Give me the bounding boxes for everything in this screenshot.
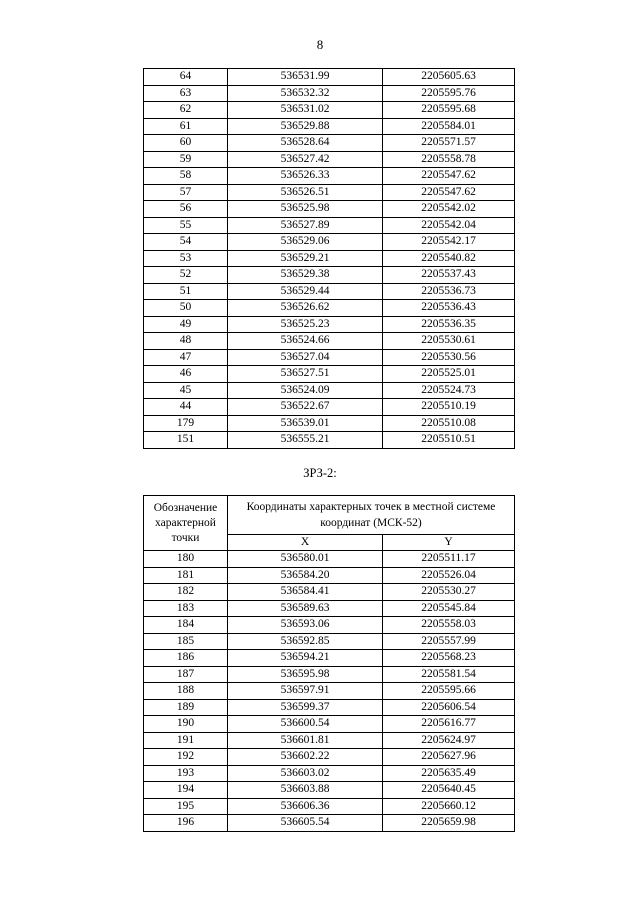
point-id-cell: 188 xyxy=(144,683,228,700)
y-coordinate-cell: 2205581.54 xyxy=(383,666,515,683)
x-coordinate-cell: 536601.81 xyxy=(228,732,383,749)
table-row xyxy=(144,316,515,333)
y-coordinate-cell: 2205660.12 xyxy=(383,798,515,815)
coordinates-table-header xyxy=(144,496,515,551)
y-coordinate-cell: 2205511.17 xyxy=(383,551,515,568)
x-coordinate-cell: 536524.09 xyxy=(228,382,383,399)
point-id-cell: 44 xyxy=(144,399,228,416)
x-coordinate-cell: 536605.54 xyxy=(228,815,383,832)
table-row xyxy=(144,217,515,234)
y-coordinate-cell: 2205659.98 xyxy=(383,815,515,832)
y-coordinate-cell: 2205606.54 xyxy=(383,699,515,716)
coordinates-table-zrz-2-body xyxy=(144,551,515,832)
x-coordinate-cell: 536529.88 xyxy=(228,118,383,135)
x-coordinate-cell: 536602.22 xyxy=(228,749,383,766)
table-row xyxy=(144,815,515,832)
point-id-cell: 187 xyxy=(144,666,228,683)
point-id-cell: 191 xyxy=(144,732,228,749)
y-coordinate-cell: 2205530.61 xyxy=(383,333,515,350)
table-row xyxy=(144,716,515,733)
table-row xyxy=(144,300,515,317)
y-coordinate-cell: 2205595.76 xyxy=(383,85,515,102)
table-row xyxy=(144,168,515,185)
x-coordinate-cell: 536592.85 xyxy=(228,633,383,650)
table-row xyxy=(144,118,515,135)
point-id-cell: 50 xyxy=(144,300,228,317)
x-coordinate-cell: 536603.02 xyxy=(228,765,383,782)
header-coordinates-system: Координаты характерных точек в местной системе координат (МСК-52) xyxy=(228,496,515,535)
y-coordinate-cell: 2205542.17 xyxy=(383,234,515,251)
x-coordinate-cell: 536526.51 xyxy=(228,184,383,201)
y-coordinate-cell: 2205557.99 xyxy=(383,633,515,650)
point-id-cell: 183 xyxy=(144,600,228,617)
table-row xyxy=(144,666,515,683)
point-id-cell: 184 xyxy=(144,617,228,634)
point-id-cell: 60 xyxy=(144,135,228,152)
x-coordinate-cell: 536594.21 xyxy=(228,650,383,667)
y-coordinate-cell: 2205510.08 xyxy=(383,415,515,432)
y-coordinate-cell: 2205525.01 xyxy=(383,366,515,383)
x-coordinate-cell: 536527.04 xyxy=(228,349,383,366)
point-id-cell: 192 xyxy=(144,749,228,766)
table-row xyxy=(144,234,515,251)
point-id-cell: 58 xyxy=(144,168,228,185)
x-coordinate-cell: 536527.89 xyxy=(228,217,383,234)
point-id-cell: 54 xyxy=(144,234,228,251)
point-id-cell: 55 xyxy=(144,217,228,234)
table-row xyxy=(144,85,515,102)
y-coordinate-cell: 2205524.73 xyxy=(383,382,515,399)
x-coordinate-cell: 536529.44 xyxy=(228,283,383,300)
y-coordinate-cell: 2205510.51 xyxy=(383,432,515,449)
table-row xyxy=(144,333,515,350)
point-id-cell: 47 xyxy=(144,349,228,366)
coordinates-table-continued-body xyxy=(144,69,515,449)
table-row xyxy=(144,633,515,650)
table-row xyxy=(144,382,515,399)
page-number: 8 xyxy=(316,37,324,52)
x-coordinate-cell: 536589.63 xyxy=(228,600,383,617)
point-id-cell: 181 xyxy=(144,567,228,584)
table-row xyxy=(144,267,515,284)
x-coordinate-cell: 536595.98 xyxy=(228,666,383,683)
x-coordinate-cell: 536527.51 xyxy=(228,366,383,383)
point-id-cell: 189 xyxy=(144,699,228,716)
point-id-cell: 182 xyxy=(144,584,228,601)
table-row xyxy=(144,283,515,300)
y-coordinate-cell: 2205540.82 xyxy=(383,250,515,267)
y-coordinate-cell: 2205605.63 xyxy=(383,69,515,86)
table-row xyxy=(144,415,515,432)
y-coordinate-cell: 2205558.78 xyxy=(383,151,515,168)
y-coordinate-cell: 2205536.43 xyxy=(383,300,515,317)
point-id-cell: 194 xyxy=(144,782,228,799)
table-row xyxy=(144,250,515,267)
x-coordinate-cell: 536603.88 xyxy=(228,782,383,799)
y-coordinate-cell: 2205510.19 xyxy=(383,399,515,416)
table-row xyxy=(144,782,515,799)
point-id-cell: 193 xyxy=(144,765,228,782)
table-row xyxy=(144,683,515,700)
y-coordinate-cell: 2205542.02 xyxy=(383,201,515,218)
table-row xyxy=(144,551,515,568)
header-x: X xyxy=(228,535,383,551)
x-coordinate-cell: 536593.06 xyxy=(228,617,383,634)
coordinates-table-continued xyxy=(143,68,515,449)
point-id-cell: 63 xyxy=(144,85,228,102)
table-row xyxy=(144,102,515,119)
table-row xyxy=(144,366,515,383)
table-row xyxy=(144,765,515,782)
x-coordinate-cell: 536528.64 xyxy=(228,135,383,152)
table-row xyxy=(144,749,515,766)
x-coordinate-cell: 536584.20 xyxy=(228,567,383,584)
x-coordinate-cell: 536600.54 xyxy=(228,716,383,733)
point-id-cell: 179 xyxy=(144,415,228,432)
table-row xyxy=(144,349,515,366)
point-id-cell: 62 xyxy=(144,102,228,119)
table-row xyxy=(144,184,515,201)
x-coordinate-cell: 536522.67 xyxy=(228,399,383,416)
x-coordinate-cell: 536526.62 xyxy=(228,300,383,317)
y-coordinate-cell: 2205640.45 xyxy=(383,782,515,799)
point-id-cell: 151 xyxy=(144,432,228,449)
point-id-cell: 56 xyxy=(144,201,228,218)
y-coordinate-cell: 2205536.73 xyxy=(383,283,515,300)
y-coordinate-cell: 2205616.77 xyxy=(383,716,515,733)
point-id-cell: 196 xyxy=(144,815,228,832)
x-coordinate-cell: 536525.98 xyxy=(228,201,383,218)
table-row xyxy=(144,650,515,667)
x-coordinate-cell: 536531.99 xyxy=(228,69,383,86)
x-coordinate-cell: 536597.91 xyxy=(228,683,383,700)
x-coordinate-cell: 536524.66 xyxy=(228,333,383,350)
point-id-cell: 180 xyxy=(144,551,228,568)
table-row xyxy=(144,732,515,749)
table-row xyxy=(144,567,515,584)
x-coordinate-cell: 536531.02 xyxy=(228,102,383,119)
y-coordinate-cell: 2205547.62 xyxy=(383,168,515,185)
table-row xyxy=(144,699,515,716)
table-row xyxy=(144,617,515,634)
x-coordinate-cell: 536529.06 xyxy=(228,234,383,251)
y-coordinate-cell: 2205530.56 xyxy=(383,349,515,366)
x-coordinate-cell: 536532.32 xyxy=(228,85,383,102)
point-id-cell: 48 xyxy=(144,333,228,350)
y-coordinate-cell: 2205635.49 xyxy=(383,765,515,782)
header-point-designation: Обозначение характерной точки xyxy=(144,496,228,551)
coordinates-table-zrz-2 xyxy=(143,495,515,832)
table-row xyxy=(144,432,515,449)
x-coordinate-cell: 536526.33 xyxy=(228,168,383,185)
y-coordinate-cell: 2205627.96 xyxy=(383,749,515,766)
y-coordinate-cell: 2205595.68 xyxy=(383,102,515,119)
y-coordinate-cell: 2205536.35 xyxy=(383,316,515,333)
x-coordinate-cell: 536584.41 xyxy=(228,584,383,601)
y-coordinate-cell: 2205624.97 xyxy=(383,732,515,749)
point-id-cell: 186 xyxy=(144,650,228,667)
table-row xyxy=(144,135,515,152)
y-coordinate-cell: 2205545.84 xyxy=(383,600,515,617)
header-y: Y xyxy=(383,535,515,551)
x-coordinate-cell: 536529.38 xyxy=(228,267,383,284)
point-id-cell: 185 xyxy=(144,633,228,650)
point-id-cell: 45 xyxy=(144,382,228,399)
x-coordinate-cell: 536525.23 xyxy=(228,316,383,333)
table-row xyxy=(144,584,515,601)
y-coordinate-cell: 2205530.27 xyxy=(383,584,515,601)
point-id-cell: 57 xyxy=(144,184,228,201)
point-id-cell: 59 xyxy=(144,151,228,168)
x-coordinate-cell: 536539.01 xyxy=(228,415,383,432)
table-row xyxy=(144,798,515,815)
point-id-cell: 52 xyxy=(144,267,228,284)
y-coordinate-cell: 2205568.23 xyxy=(383,650,515,667)
x-coordinate-cell: 536529.21 xyxy=(228,250,383,267)
table-row xyxy=(144,600,515,617)
x-coordinate-cell: 536599.37 xyxy=(228,699,383,716)
x-coordinate-cell: 536527.42 xyxy=(228,151,383,168)
x-coordinate-cell: 536555.21 xyxy=(228,432,383,449)
point-id-cell: 61 xyxy=(144,118,228,135)
table-row xyxy=(144,69,515,86)
table-row xyxy=(144,399,515,416)
point-id-cell: 51 xyxy=(144,283,228,300)
point-id-cell: 195 xyxy=(144,798,228,815)
y-coordinate-cell: 2205542.04 xyxy=(383,217,515,234)
table-row xyxy=(144,201,515,218)
point-id-cell: 53 xyxy=(144,250,228,267)
x-coordinate-cell: 536606.36 xyxy=(228,798,383,815)
table-row xyxy=(144,151,515,168)
y-coordinate-cell: 2205537.43 xyxy=(383,267,515,284)
y-coordinate-cell: 2205558.03 xyxy=(383,617,515,634)
point-id-cell: 46 xyxy=(144,366,228,383)
y-coordinate-cell: 2205595.66 xyxy=(383,683,515,700)
x-coordinate-cell: 536580.01 xyxy=(228,551,383,568)
point-id-cell: 49 xyxy=(144,316,228,333)
point-id-cell: 190 xyxy=(144,716,228,733)
y-coordinate-cell: 2205526.04 xyxy=(383,567,515,584)
point-id-cell: 64 xyxy=(144,69,228,86)
y-coordinate-cell: 2205571.57 xyxy=(383,135,515,152)
section-title-zrz-2: ЗРЗ-2: xyxy=(303,466,337,480)
y-coordinate-cell: 2205547.62 xyxy=(383,184,515,201)
y-coordinate-cell: 2205584.01 xyxy=(383,118,515,135)
